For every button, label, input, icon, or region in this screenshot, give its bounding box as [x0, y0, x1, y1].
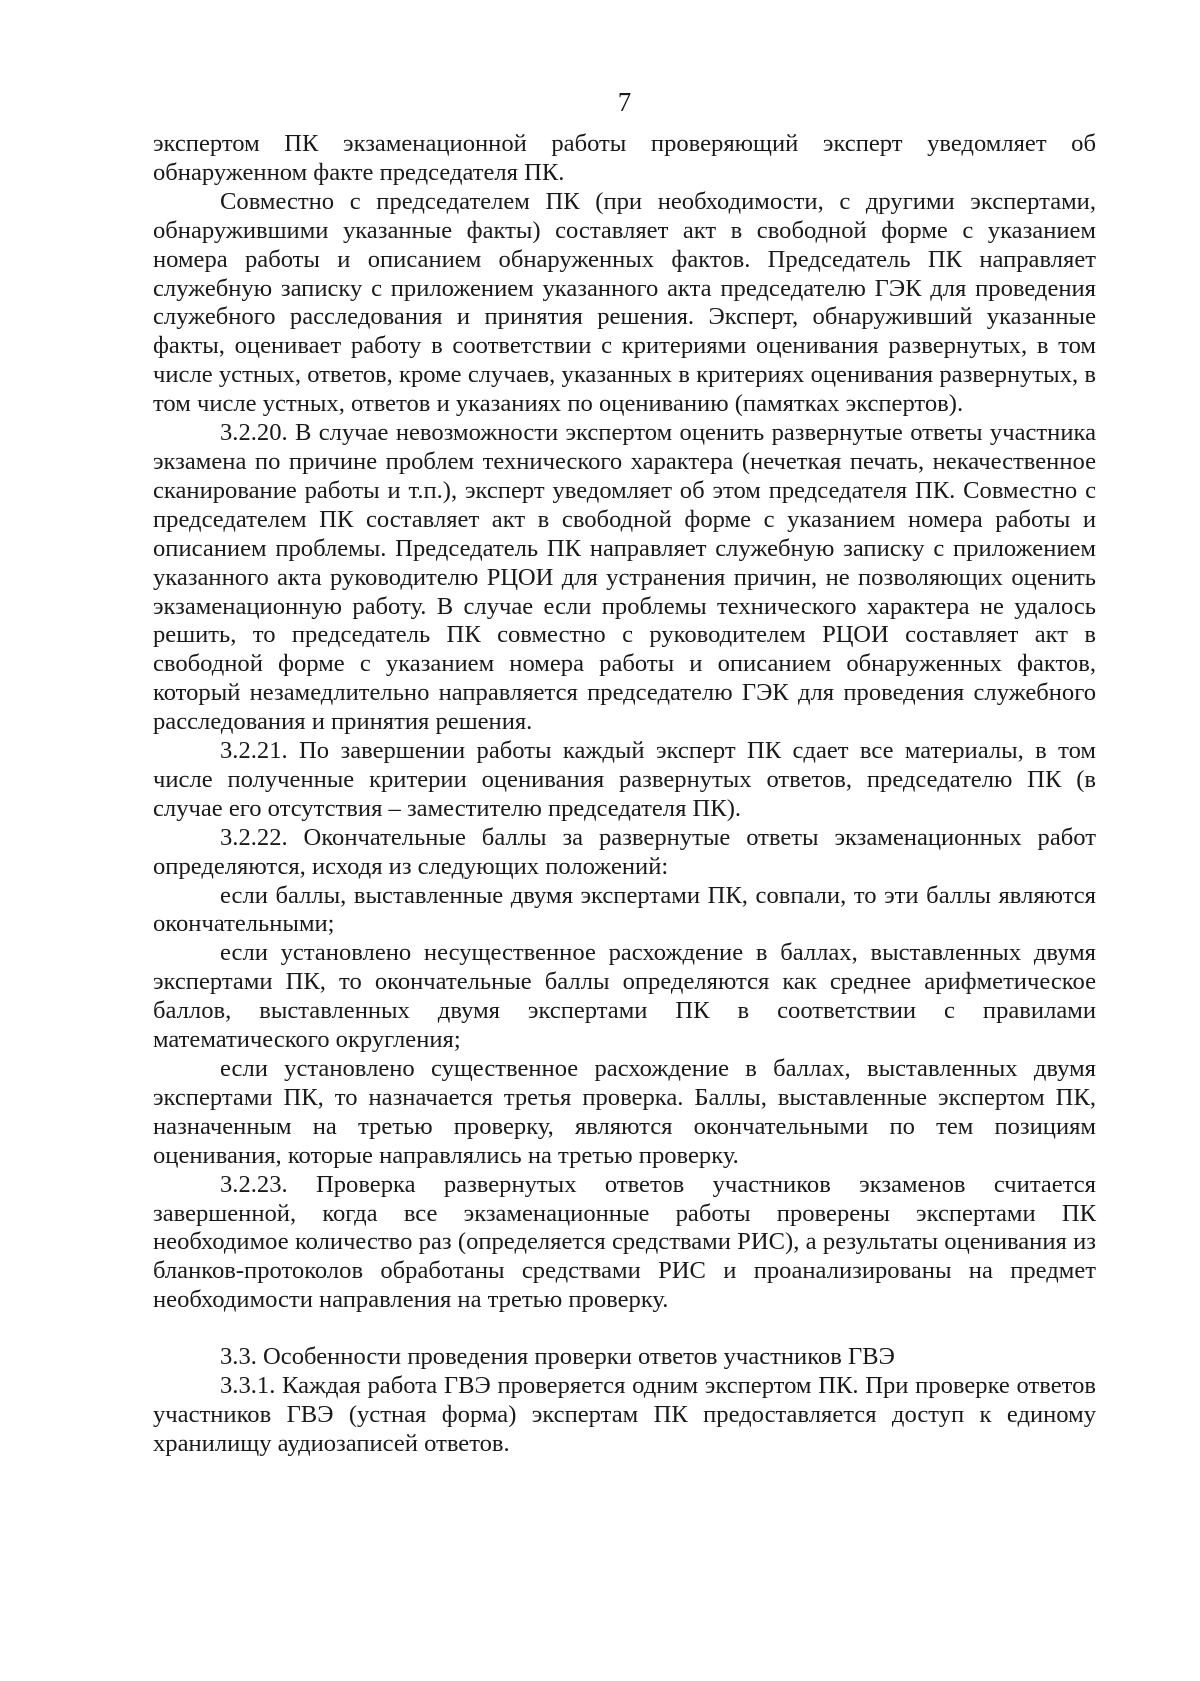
list-item-scores-match: если баллы, выставленные двумя экспертами ПК, совпали, то эти баллы являются окончательными; [153, 881, 1096, 938]
document-body [153, 130, 1096, 1459]
section-heading-3-3: 3.3. Особенности проведения проверки ответов участников ГВЭ [220, 1343, 895, 1371]
paragraph-3-2-20: 3.2.20. В случае невозможности экспертом оценить развернутые ответы участника экзамена по причине проблем технического характера (нечеткая печать, некачественное сканирование работы и т.п.), эксперт уведомляет об этом председателя ПК. Совместно с председателем ПК составляет акт в свободной форме с указанием номера работы и описанием проблемы. Председатель ПК направляет служебную записку с приложением указанного акта руководителю РЦОИ для устранения причин, не позволяющих оценить экзаменационную работу. В случае если проблемы технического характера не удалось решить, то председатель ПК совместно с руководителем РЦОИ составляет акт в свободной форме с указанием номера работы и описанием обнаруженных фактов, который незамедлительно направляется председателю ГЭК для проведения служебного расследования и принятия решения. [153, 419, 1096, 736]
page-number: 7 [617, 87, 632, 117]
paragraph-continuation: экспертом ПК экзаменационной работы проверяющий эксперт уведомляет об обнаруженном факте председателя ПК. [153, 130, 1096, 186]
paragraph-3-2-23: 3.2.23. Проверка развернутых ответов участников экзаменов считается завершенной, когда все экзаменационные работы проверены экспертами ПК необходимое количество раз (определяется средствами РИС), а результаты оценивания из бланков-протоколов обработаны средствами РИС и проанализированы на предмет необходимости направления на третью проверку. [153, 1170, 1096, 1314]
paragraph-3-2-22: 3.2.22. Окончательные баллы за развернутые ответы экзаменационных работ определяются, исходя из следующих положений: [153, 823, 1096, 880]
paragraph-joint-act: Совместно с председателем ПК (при необходимости, с другими экспертами, обнаружившими указанные факты) составляет акт в свободной форме с указанием номера работы и описанием обнаруженных фактов. Председатель ПК направляет служебную записку с приложением указанного акта председателю ГЭК для проведения служебного расследования и принятия решения. Эксперт, обнаруживший указанные факты, оценивает работу в соответствии с критериями оценивания развернутых, в том числе устных, ответов, кроме случаев, указанных в критериях оценивания развернутых, в том числе устных, ответов и указаниях по оцениванию (памятках экспертов). [153, 187, 1096, 418]
paragraph-3-3-1: 3.3.1. Каждая работа ГВЭ проверяется одним экспертом ПК. При проверке ответов участников ГВЭ (устная форма) экспертам ПК предоставляется доступ к единому хранилищу аудиозаписей ответов. [153, 1372, 1096, 1457]
list-item-minor-discrepancy: если установлено несущественное расхождение в баллах, выставленных двумя экспертами ПК, то окончательные баллы определяются как среднее арифметическое баллов, выставленных двумя экспертами ПК в соответствии с правилами математического округления; [153, 939, 1096, 1054]
list-item-major-discrepancy: если установлено существенное расхождение в баллах, выставленных двумя экспертами ПК, то назначается третья проверка. Баллы, выставленные экспертом ПК, назначенным на третью проверку, являются окончательными по тем позициям оценивания, которые направлялись на третью проверку. [153, 1055, 1096, 1169]
paragraph-3-2-21: 3.2.21. По завершении работы каждый эксперт ПК сдает все материалы, в том числе полученные критерии оценивания развернутых ответов, председателю ПК (в случае его отсутствия – заместителю председателя ПК). [153, 737, 1096, 822]
document-page [153, 84, 1096, 1459]
